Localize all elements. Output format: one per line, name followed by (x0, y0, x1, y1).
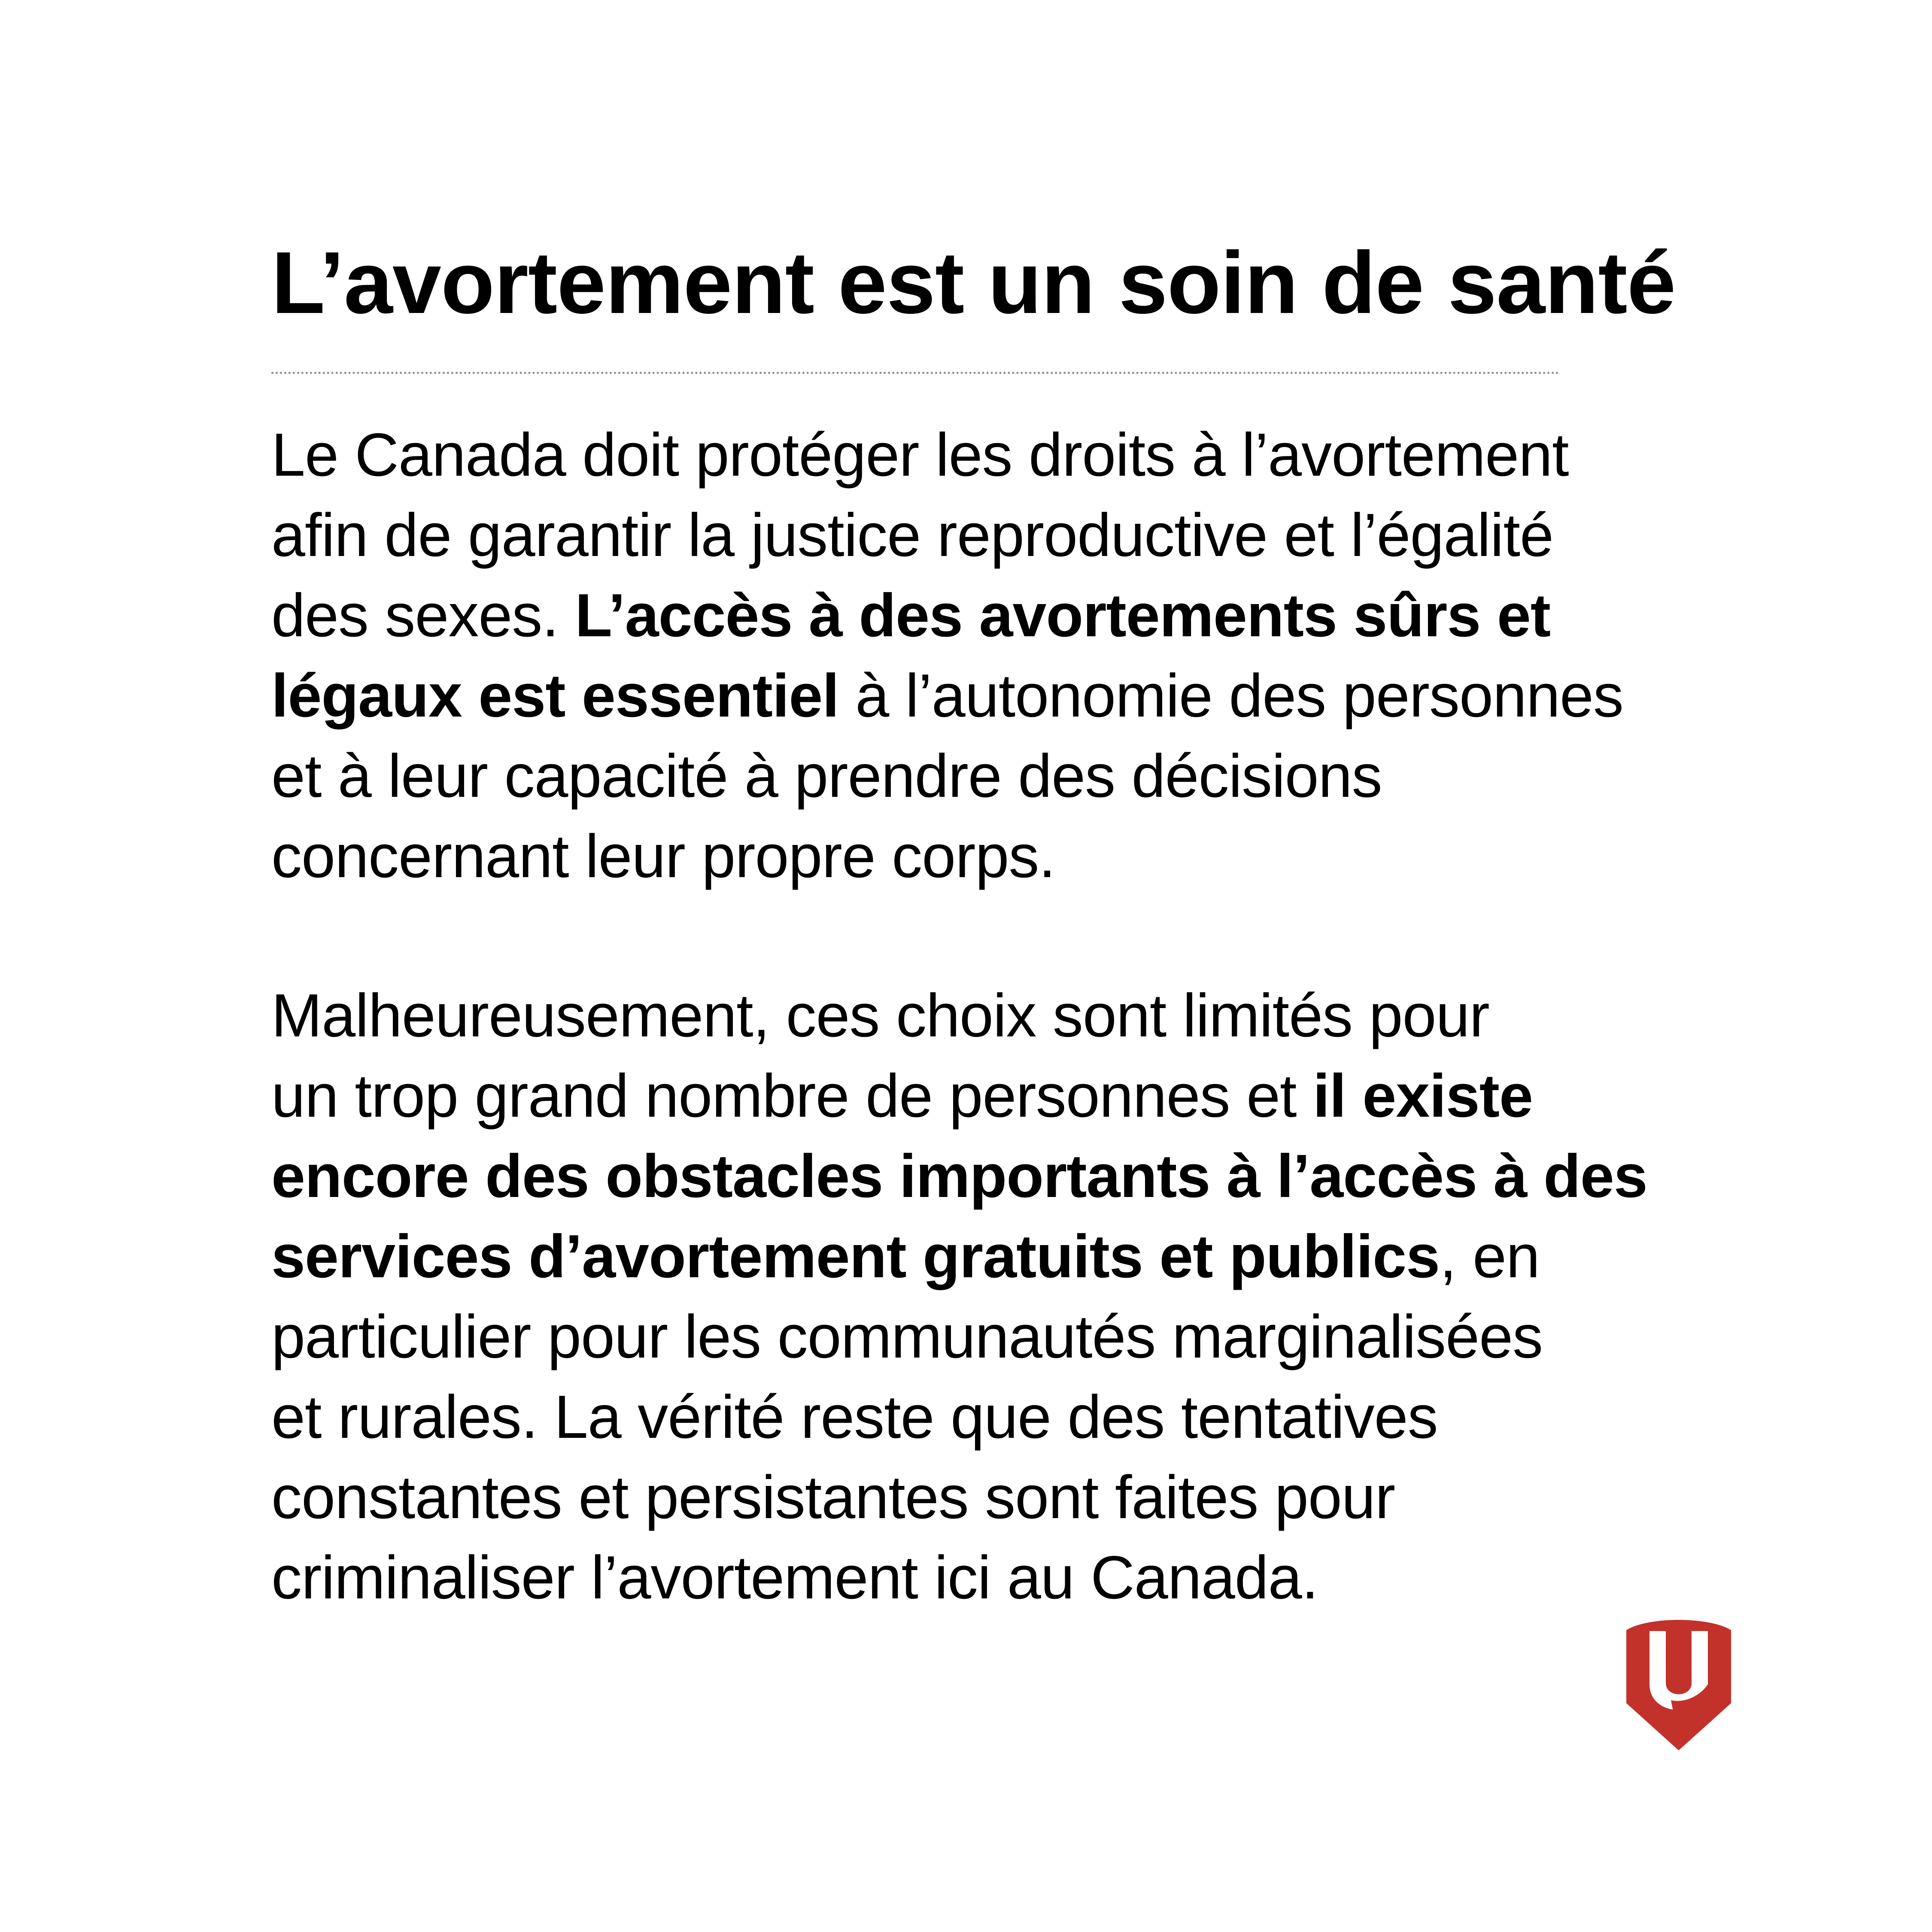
paragraph-1-line-2: afin de garantir la justice reproductive et l’égalité (271, 501, 1553, 569)
paragraph-2-line-8: criminaliser l’avortement ici au Canada. (271, 1543, 1318, 1612)
paragraph-2-line-1: Malheureusement, ces choix sont limités pour (271, 981, 1489, 1050)
paragraph-1-line-5: et à leur capacité à prendre des décisions (271, 742, 1382, 810)
paragraph-2-line-3-bold: encore des obstacles importants à l’accès à des (271, 1142, 1647, 1210)
paragraph-2-line-2 (271, 1056, 1710, 1136)
paragraph-2-line-4-bold: services d’avortement gratuits et publics (271, 1222, 1440, 1291)
paragraph-2 (271, 975, 1710, 1618)
paragraph-2-line-4 (271, 1216, 1710, 1297)
paragraph-1-line-4-regular: à l’autonomie des personnes (838, 662, 1623, 730)
paragraph-1-line-4-bold: légaux est essentiel (271, 662, 839, 730)
paragraph-2-line-2-bold: il existe (1312, 1062, 1533, 1130)
paragraph-1-line-3-bold: L’accès à des avortements sûrs et (575, 581, 1551, 650)
paragraph-2-line-3 (271, 1136, 1710, 1216)
paragraph-2-line-5: particulier pour les communautés marginalisées (271, 1303, 1543, 1371)
headline: L’avortement est un soin de santé (271, 234, 1676, 332)
paragraph-1-line-3 (271, 575, 1710, 656)
dotted-divider (271, 372, 1559, 374)
paragraph-1-line-6: concernant leur propre corps. (271, 822, 1055, 890)
paragraph-2-line-6: et rurales. La vérité reste que des tentatives (271, 1383, 1438, 1451)
paragraph-1 (271, 415, 1710, 896)
paragraph-1-line-4 (271, 656, 1710, 736)
paragraph-2-line-2-regular: un trop grand nombre de personnes et (271, 1062, 1313, 1130)
shield-shape (1626, 1620, 1731, 1750)
paragraph-2-line-7: constantes et persistantes sont faites pour (271, 1463, 1395, 1531)
paragraph-2-line-4-regular: , en (1440, 1222, 1540, 1291)
unifor-shield-logo-icon (1623, 1612, 1735, 1754)
paragraph-1-line-3-regular: des sexes. (271, 581, 575, 650)
paragraph-1-line-1: Le Canada doit protéger les droits à l’avortement (271, 421, 1569, 489)
